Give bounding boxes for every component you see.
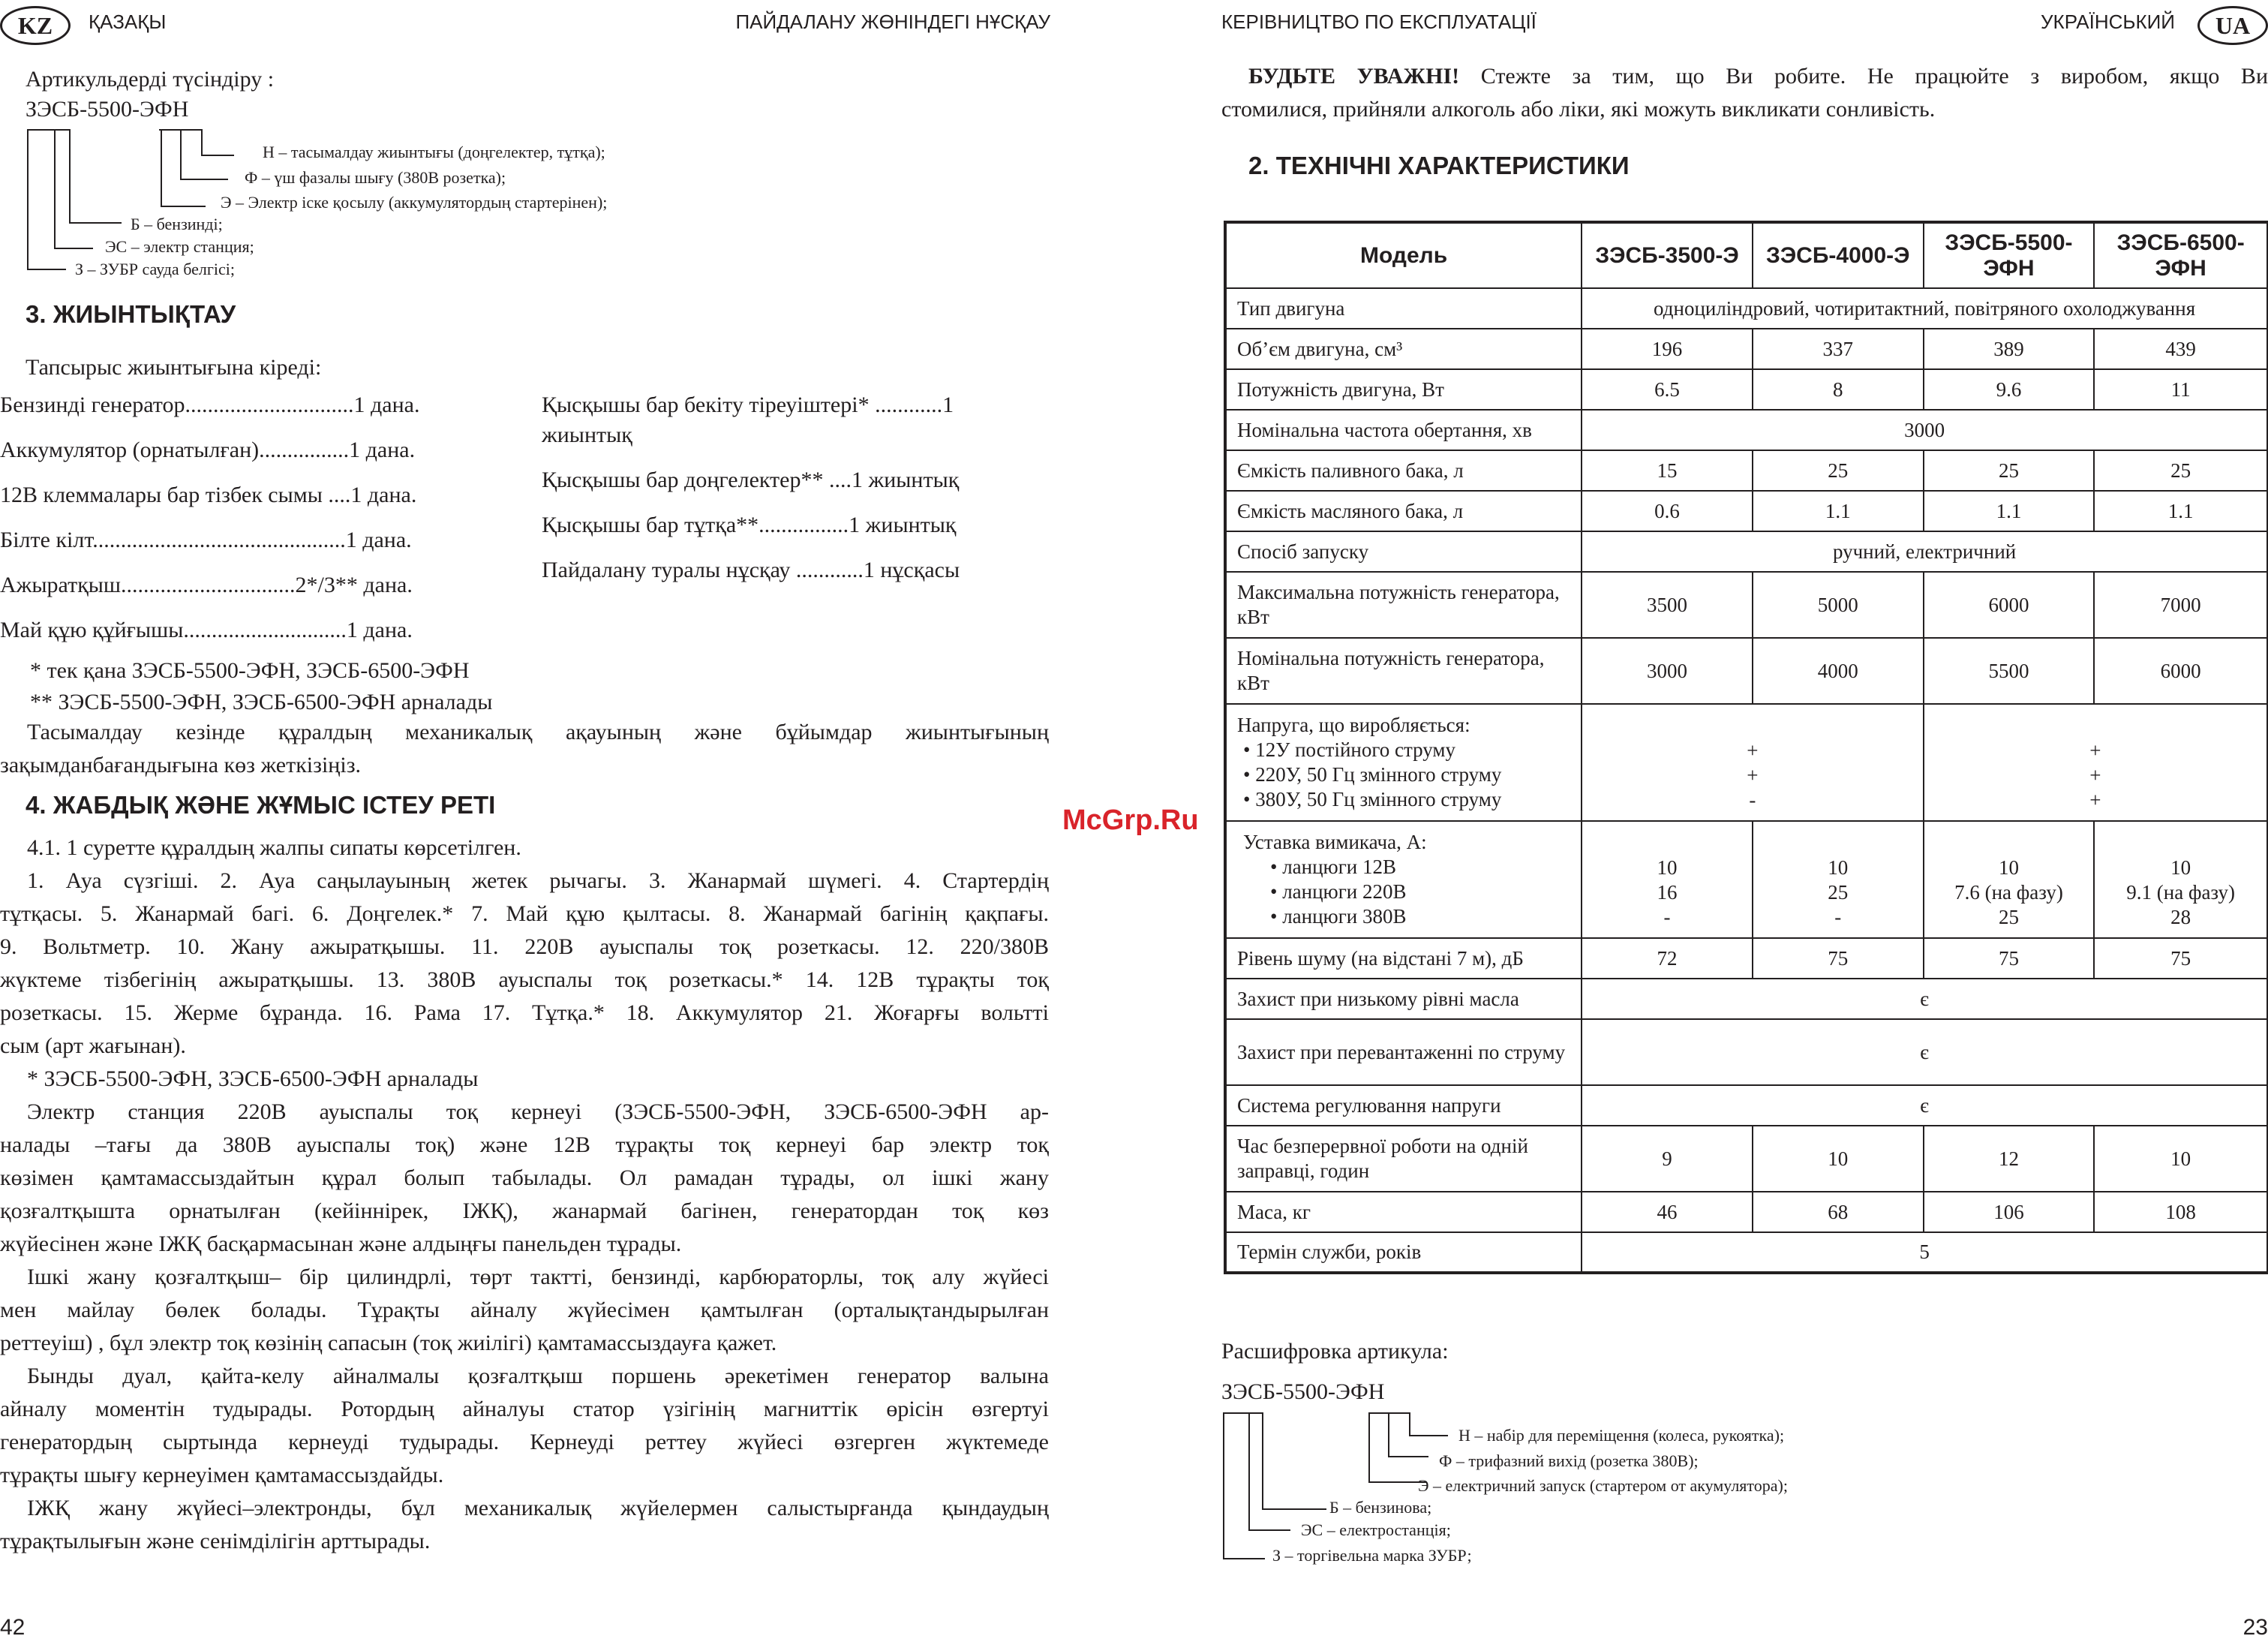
- section-4-heading: 4. ЖАБДЫҚ ЖӘНЕ ЖҰМЫС ІСТЕУ РЕТІ: [26, 791, 496, 819]
- column-header: ЗЭСБ-3500-Э: [1582, 222, 1753, 288]
- table-row: Захист при низькому рівні масла є: [1225, 979, 2268, 1019]
- table-row-breaker: Уставка вимикача, А: • ланцюги 12В • ланцюги 220В • ланцюги 380В 10 16 - 10 25 - 10 7.6 (на фазу) 25 10 9.1 (на фазу) 28: [1225, 821, 2268, 938]
- warning-paragraph: БУДЬТЕ УВАЖНІ! Стежте за тим, що Ви робите. Не працюйте з виробом, якщо Ви стомилися, прийняли алкоголь або ліки, які можуть викликати сонливість.: [1221, 64, 2268, 122]
- decode-item: Н – набір для переміщення (колеса, рукоятка);: [1458, 1426, 1785, 1445]
- left-page: [0, 0, 1050, 1645]
- watermark: McGrp.Ru: [1062, 804, 1199, 836]
- decode-item: ЭС – электр станция;: [105, 237, 254, 256]
- footnote: ** ЗЭСБ-5500-ЭФН, ЗЭСБ-6500-ЭФН арналады: [30, 690, 493, 714]
- package-item: Ажыратқыш...............................2*/3** дана.: [0, 573, 413, 597]
- page-number: 23: [2242, 1615, 2268, 1640]
- language-label: УКРАЇНСЬКИЙ: [2041, 11, 2175, 33]
- table-row: Тип двигуна одноциліндровий, чотиритактний, повітряного охолоджування: [1225, 288, 2268, 329]
- decode-title: Расшифровка артикула:: [1221, 1339, 1449, 1364]
- column-header: ЗЭСБ-6500-ЭФН: [2094, 222, 2268, 288]
- language-badge-kz: KZ: [0, 6, 71, 45]
- package-item: Қысқышы бар тұтқа**................1 жиынтық: [542, 513, 957, 537]
- package-item: Пайдалану туралы нұсқау ............1 нұсқасы: [542, 558, 960, 582]
- table-row: Рівень шуму (на відстані 7 м), дБ 72 75 75 75: [1225, 938, 2268, 979]
- table-row-voltage: Напруга, що виробляється: • 12У постійного струму • 220У, 50 Гц змінного струму • 380У, 50 Гц змінного струму + + - + + +: [1225, 704, 2268, 821]
- column-header: ЗЭСБ-5500-ЭФН: [1924, 222, 2095, 288]
- table-row: Номінальна частота обертання, хв 3000: [1225, 410, 2268, 450]
- table-row: Об’єм двигуна, см³ 196 337 389 439: [1225, 329, 2268, 369]
- manual-title: КЕРІВНИЦТВО ПО ЕКСПЛУАТАЦІЇ: [1221, 11, 1537, 33]
- package-item: Май құю құйғышы.............................1 дана.: [0, 618, 413, 642]
- language-badge-ua: UA: [2197, 6, 2268, 45]
- package-item: Білте кілт.............................................1 дана.: [0, 528, 412, 552]
- decode-item: Э – Электр іске қосылу (аккумулятордың стартерінен);: [221, 193, 608, 212]
- spec-table: [1224, 221, 2268, 1274]
- decode-item: Э – електричний запуск (стартером от акумулятора);: [1418, 1476, 1788, 1495]
- column-header: Модель: [1225, 222, 1582, 288]
- package-item: Аккумулятор (орнатылған)................1 дана.: [0, 438, 416, 462]
- column-header: ЗЭСБ-4000-Э: [1753, 222, 1924, 288]
- table-row: Номінальна потужність генератора, кВт 3000 4000 5500 6000: [1225, 638, 2268, 704]
- package-item: 12В клеммалары бар тізбек сымы ....1 дана.: [0, 483, 417, 507]
- warning-label: БУДЬТЕ УВАЖНІ!: [1248, 64, 1460, 89]
- package-item: Қысқышы бар доңгелектер** ....1 жиынтық: [542, 468, 960, 492]
- section-3-heading: 3. ЖИЫНТЫҚТАУ: [26, 300, 236, 328]
- decode-item: Ф – үш фазалы шығу (380В розетка);: [245, 168, 506, 187]
- decode-code: ЗЭСБ-5500-ЭФН: [26, 97, 189, 122]
- table-row: Захист при перевантаженні по струму є: [1225, 1019, 2268, 1085]
- language-label: ҚАЗАҚЫ: [89, 11, 167, 33]
- decode-item: ЭС – електростанція;: [1301, 1520, 1451, 1539]
- footnote: * тек қана ЗЭСБ-5500-ЭФН, ЗЭСБ-6500-ЭФН: [30, 658, 470, 683]
- decode-code: ЗЭСБ-5500-ЭФН: [1221, 1379, 1385, 1404]
- table-row: Ємкість масляного бака, л 0.6 1.1 1.1 1.1: [1225, 491, 2268, 531]
- decode-item: Б – бензинді;: [131, 215, 223, 233]
- table-row: Максимальна потужність генератора, кВт 3500 5000 6000 7000: [1225, 572, 2268, 638]
- package-item: Бензинді генератор..............................1 дана.: [0, 392, 420, 417]
- decode-title: Артикульдерді түсіндіру :: [26, 67, 275, 92]
- page-number: 42: [0, 1615, 26, 1640]
- decode-item: З – торгівельна марка ЗУБР;: [1272, 1546, 1472, 1565]
- decode-item: Н – тасымалдау жиынтығы (доңгелектер, тұтқа);: [263, 143, 605, 161]
- manual-title: ПАЙДАЛАНУ ЖӨНІНДЕГІ НҰСҚАУ: [735, 11, 1050, 33]
- package-item: Қысқышы бар бекіту тіреуіштері* ............1: [542, 392, 954, 417]
- table-row: Потужність двигуна, Вт 6.5 8 9.6 11: [1225, 369, 2268, 410]
- section-4-body: 4.1. 1 суретте құралдың жалпы сипаты көрсетілген. 1. Ауа сүзгіші. 2. Ауа саңылауының жетек рычагы. 3. Жанармай шүмегі. 4. Стартердің тұтқасы. 5. Жанармай багі. 6. Доңгелек.* 7. Май құю қылтасы. 8. Жанармай багінің қақпағы. 9. Вольтметр. 10. Жану ажыратқышы. 11. 220В ауыспалы тоқ розеткасы. 12. 220/380В жүктеме тізбегінің ажыратқышы. 13. 380В ауыспалы тоқ розеткасы.* 14. 12В тұрақты тоқ розеткасы. 15. Жерме бұранда. 16. Рама 17. Тұтқа.* 18. Аккумулятор 21. Жоғарғы вольтті сым (арт жағынан). * ЗЭСБ-5500-ЭФН, ЗЭСБ-6500-ЭФН арналады Электр станция 220В ауыспалы тоқ кернеуі (ЗЭСБ-5500-ЭФН, ЗЭСБ-6500-ЭФН ар- налады –тағы да 380В ауыспалы тоқ) және 12В тұрақты тоқ кернеуі бар электр тоқ көзімен қамтамассыздайтын құрал болып табылады. Ол рамадан тұрады, ол ішкі жану қозғалтқышта орнатылған (кейіннірек, ІЖҚ), жанармай багінен, генератордан тоқ көз жүйесінен және ІЖҚ басқармасынан және алдыңғы панельден тұрады. Ішкі жану қозғалтқыш– бір цилиндрлі, төрт тактті, бензинді, карбюраторлы, тоқ алу жүйесі мен майлау бөлек болады. Тұрақты айналу жүйесімен қамтылған (орталықтандырылған реттеуіш) , бұл электр тоқ көзінің сапасын (тоқ жиілігі) қамтамассыздауға қажет. Бынды дуал, қайта-келу айналмалы қозғалтқыш поршень әрекетімен генератор валына айналу моментін тудырады. Ротордың айналуы статор үзігінің магниттік өрісін өзгертуі генератордың сыртында кернеуді тудырады. Кернеуді реттеу жүйесі өзгерген жүктемеде тұрақты шығу кернеуімен қамтамассыздайды. ІЖҚ жану жүйесі–электронды, бұл механикалық жүйелермен салыстырғанда қындаудың тұрақтылығын және сенімділігін арттырады.: [0, 835, 1049, 1553]
- table-header-row: [1225, 222, 2268, 288]
- decode-item: Ф – трифазний вихід (розетка 380В);: [1439, 1451, 1699, 1470]
- decode-item: Б – бензинова;: [1329, 1498, 1432, 1517]
- package-item: жиынтық: [542, 423, 632, 447]
- section-2-heading: 2. ТЕХНІЧНІ ХАРАКТЕРИСТИКИ: [1248, 152, 1630, 179]
- package-intro: Тапсырыс жиынтығына кіреді:: [26, 355, 322, 380]
- table-row: Термін служби, років 5: [1225, 1232, 2268, 1273]
- table-row: Маса, кг 46 68 106 108: [1225, 1192, 2268, 1232]
- table-row: Ємкість паливного бака, л 15 25 25 25: [1225, 450, 2268, 491]
- decode-item: З – ЗУБР сауда белгісі;: [75, 260, 235, 278]
- table-row: Спосіб запуску ручний, електричний: [1225, 531, 2268, 572]
- table-row: Час безперервної роботи на одній заправці, годин 9 10 12 10: [1225, 1126, 2268, 1192]
- table-row: Система регулювання напруги є: [1225, 1085, 2268, 1126]
- transport-note: Тасымалдау кезінде құралдың механикалық ақауының және бұйымдар жиынтығының зақымданбағандығына көз жеткізіңіз.: [0, 720, 1049, 777]
